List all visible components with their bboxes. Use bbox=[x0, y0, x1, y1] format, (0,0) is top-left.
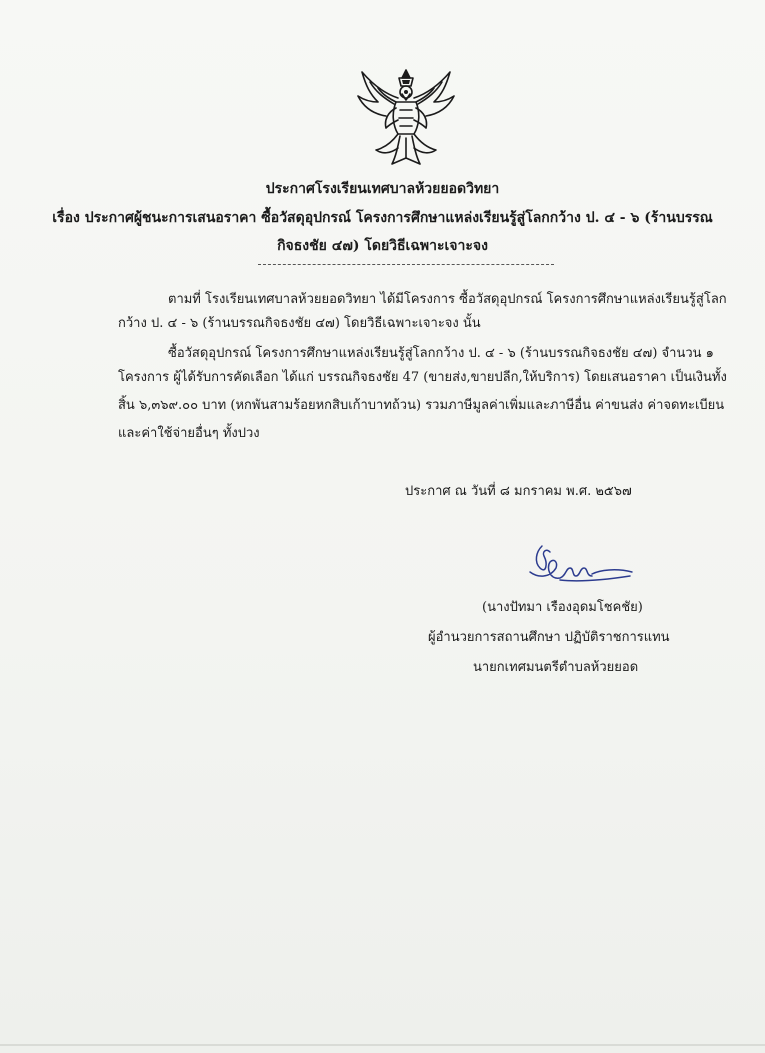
page-edge bbox=[0, 1044, 765, 1046]
paragraph-2-line-1: ซื้อวัสดุอุปกรณ์ โครงการศึกษาแหล่งเรียนรู้สู่โลกกว้าง ป. ๔ - ๖ (ร้านบรรณกิจธงชัย ๔๗) จำนวน ๑ bbox=[168, 346, 714, 361]
subject-line-2: กิจธงชัย ๔๗) โดยวิธีเฉพาะเจาะจง bbox=[277, 238, 488, 254]
signer-name: (นางปัทมา เรืองอุดมโชคชัย) bbox=[482, 600, 643, 615]
signer-title-line-2: นายกเทศมนตรีตำบลห้วยยอด bbox=[473, 660, 639, 675]
announcement-heading: ประกาศโรงเรียนเทศบาลห้วยยอดวิทยา bbox=[265, 181, 500, 197]
signer-title-line-1: ผู้อำนวยการสถานศึกษา ปฏิบัติราชการแทน bbox=[428, 630, 670, 645]
paragraph-1-line-1: ตามที่ โรงเรียนเทศบาลห้วยยอดวิทยา ได้มีโครงการ ซื้อวัสดุอุปกรณ์ โครงการศึกษาแหล่งเรียนรู้สู่โลก bbox=[168, 292, 727, 307]
signature-image bbox=[520, 538, 640, 598]
announcement-date: ประกาศ ณ วันที่ ๘ มกราคม พ.ศ. ๒๕๖๗ bbox=[405, 484, 632, 499]
paragraph-2-line-4: และค่าใช้จ่ายอื่นๆ ทั้งปวง bbox=[118, 426, 260, 441]
paragraph-1-line-2: กว้าง ป. ๔ - ๖ (ร้านบรรณกิจธงชัย ๔๗) โดยวิธีเฉพาะเจาะจง นั้น bbox=[118, 316, 481, 331]
paragraph-2-line-3: สิ้น ๖,๓๖๙.๐๐ บาท (หกพันสามร้อยหกสิบเก้าบาทถ้วน) รวมภาษีมูลค่าเพิ่มและภาษีอื่น ค่าขนส่ง ค่าจดทะเบียน bbox=[118, 398, 725, 413]
garuda-emblem-icon bbox=[352, 64, 460, 172]
subject-line-1: เรื่อง ประกาศผู้ชนะการเสนอราคา ซื้อวัสดุอุปกรณ์ โครงการศึกษาแหล่งเรียนรู้สู่โลกกว้าง ป. ๔ - ๖ (ร้านบรรณ bbox=[52, 210, 713, 226]
dashed-divider bbox=[258, 264, 554, 265]
paragraph-2-line-2: โครงการ ผู้ได้รับการคัดเลือก ได้แก่ บรรณกิจธงชัย 47 (ขายส่ง,ขายปลีก,ให้บริการ) โดยเสนอราคา เป็นเงินทั้ง bbox=[118, 370, 727, 385]
